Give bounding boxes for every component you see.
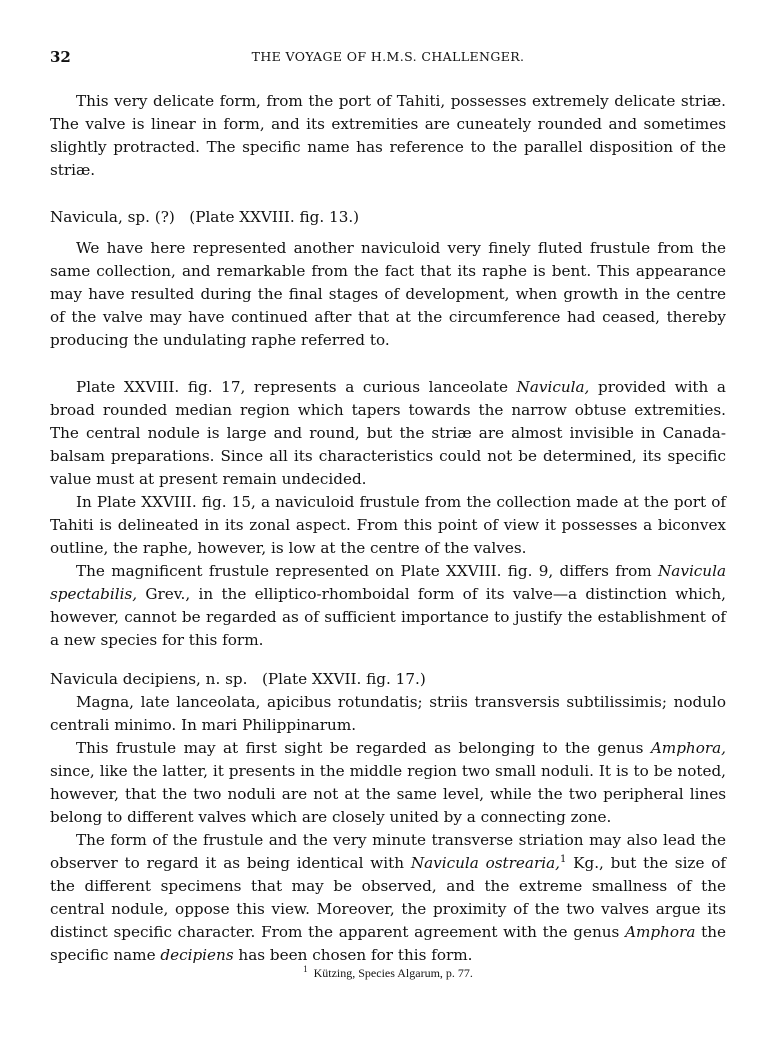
body-text: [50, 90, 726, 967]
paragraph-ostrearia-comparison: The form of the frustule and the very minute transverse striation may also lead the observer to regard it as being identical with Navicula ostrearia,$^1$ Kg., but the size of the different specimens that may be observed, and the extreme smallness of the central nodule, oppose this view. Moreover, the proximity of the two valves argue its distinct specific character. From the apparent agreement with the genus Amphora the specific name decipiens has been chosen for this form.: [50, 831, 727, 964]
paragraph-plate-fig-9: The magnificent frustule represented on Plate XXVIII. fig. 9, differs from Navicula spectabilis, Grev., in the elliptico-rhomboidal form of its valve—a distinction which, however, cannot be regarded as of sufficient importance to justify the establishment of a new species for this form.: [50, 562, 726, 649]
footnote-marker: 1: [559, 853, 567, 865]
page-header: [50, 48, 726, 68]
page-number: 32: [50, 48, 71, 66]
paragraph-latin-diagnosis: Magna, late lanceolata, apicibus rotundatis; striis transversis subtilissimis; nodulo centrali minimo. In mari Philippinarum.: [50, 693, 726, 734]
species-name: Navicula, sp. (?): [50, 208, 175, 226]
plate-reference: (Plate XXVII. fig. 17.): [261, 670, 426, 688]
section-heading-navicula-sp: [50, 206, 726, 229]
paragraph-naviculoid-frustule: We have here represented another naviculoid very finely fluted frustule from the same collection, and remarkable from the fact that its raphe is bent. This appearance may have resulted during the final stages of development, when growth in the centre of the valve may have continued after that at the circumference had ceased, thereby producing the undulating raphe referred to.: [50, 239, 726, 349]
paragraph-amphora-comparison: This frustule may at first sight be regarded as belonging to the genus Amphora, since, like the latter, it presents in the middle region two small noduli. It is to be noted, however, that the two noduli are not at the same level, while the two peripheral lines belong to different valves which are closely united by a connecting zone.: [50, 739, 726, 826]
paragraph-tahiti-form: This very delicate form, from the port of Tahiti, possesses extremely delicate striæ. The valve is linear in form, and its extremities are cuneately rounded and sometimes slightly protracted. The specific name has reference to the parallel disposition of the striæ.: [50, 92, 726, 179]
footnote-text: Kützing, Species Algarum, p. 77.: [313, 966, 473, 980]
footnote: [50, 964, 726, 981]
paragraph-plate-fig-15: In Plate XXVIII. fig. 15, a naviculoid frustule from the collection made at the port of Tahiti is delineated in its zonal aspect. From this point of view it possesses a biconvex outline, the raphe, however, is low at the centre of the valves.: [50, 493, 726, 557]
section-heading-navicula-decipiens: [50, 668, 726, 691]
species-name: Navicula decipiens, n. sp.: [50, 670, 248, 688]
running-title: THE VOYAGE OF H.M.S. CHALLENGER.: [251, 49, 525, 64]
footnote-number: 1: [303, 964, 308, 974]
plate-reference: (Plate XXVIII. fig. 13.): [189, 208, 360, 226]
paragraph-plate-fig-17: Plate XXVIII. fig. 17, represents a curious lanceolate Navicula, provided with a broad rounded median region which tapers towards the narrow obtuse extremities. The central nodule is large and round, but the striæ are almost invisible in Canada-balsam preparations. Since all its characteristics could not be determined, its specific value must at present remain undecided.: [50, 378, 726, 488]
